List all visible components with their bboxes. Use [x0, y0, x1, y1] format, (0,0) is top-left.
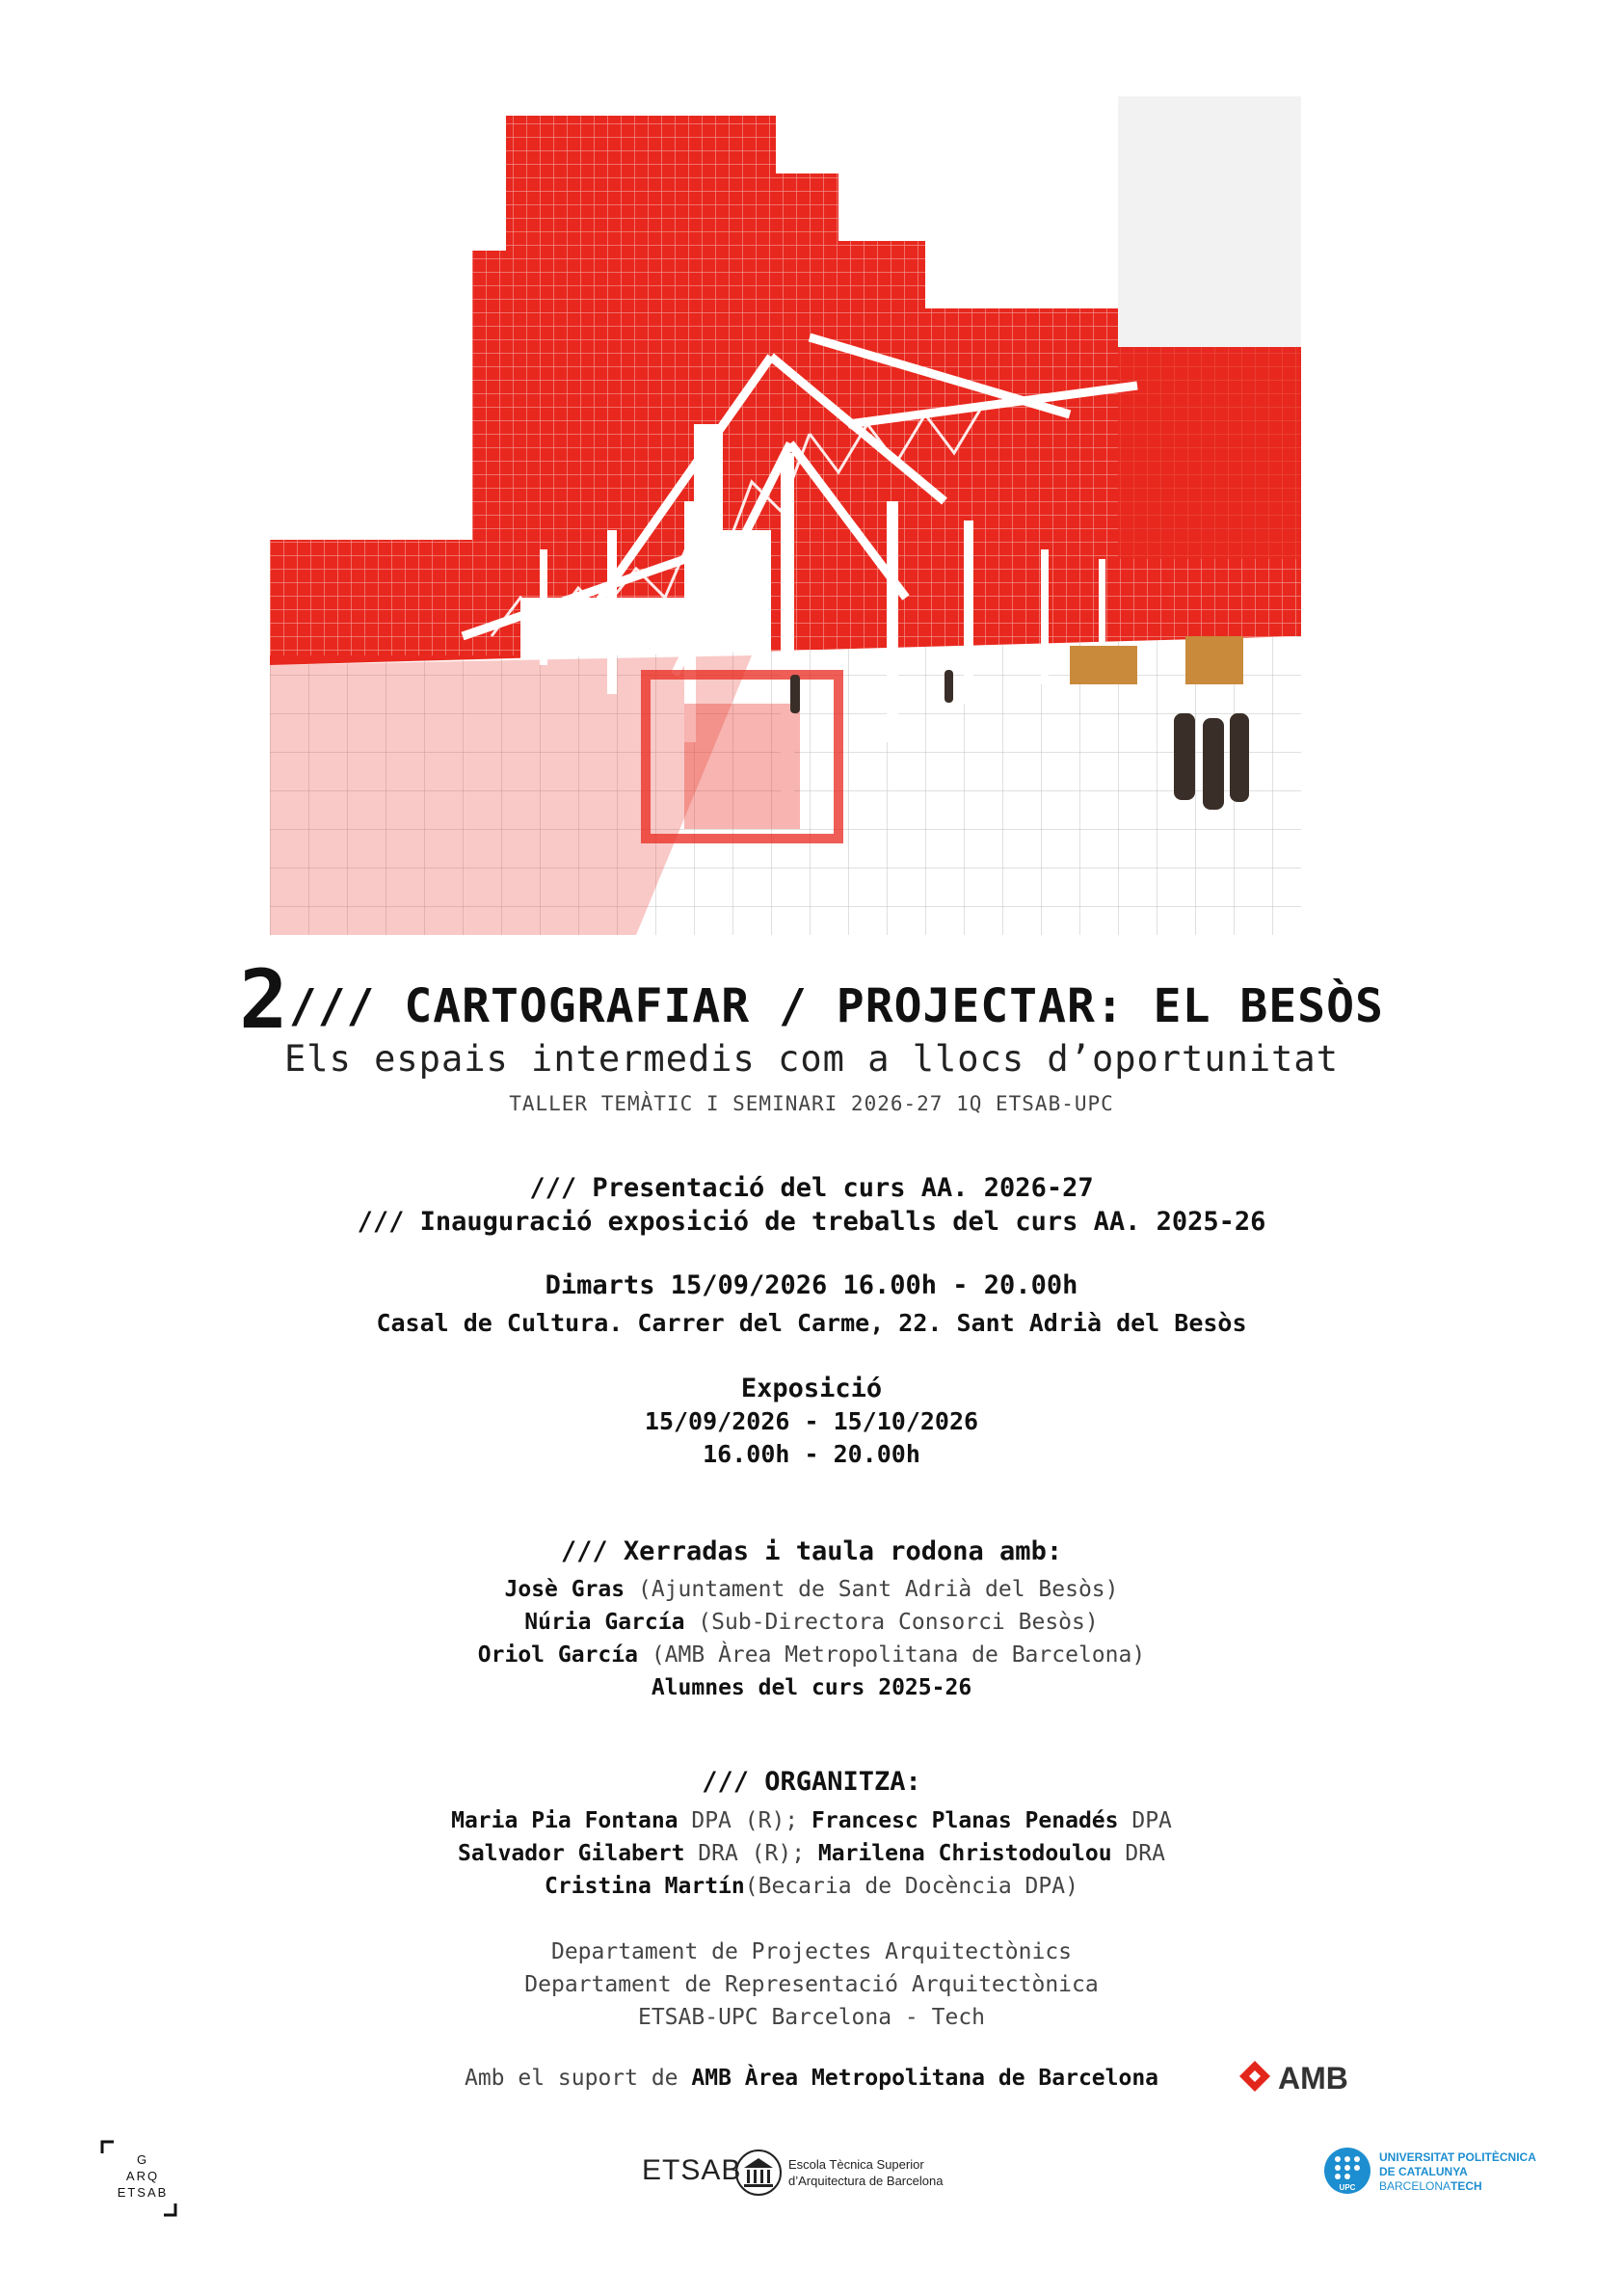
speaker-role: (AMB Àrea Metropolitana de Barcelona) — [651, 1642, 1146, 1668]
organizers-row — [0, 1874, 1623, 1899]
organizer-name: Salvador Gilabert — [458, 1841, 685, 1866]
speaker-role: (Sub-Directora Consorci Besòs) — [698, 1610, 1099, 1635]
speaker-row — [0, 1577, 1623, 1602]
students-line: Alumnes del curs 2025-26 — [651, 1675, 972, 1700]
upc-logo-line1: UNIVERSITAT POLITÈCNICA — [1379, 2150, 1536, 2164]
speaker-role: (Ajuntament de Sant Adrià del Besòs) — [637, 1577, 1119, 1602]
speaker-row — [0, 1610, 1623, 1635]
organizer-name: Maria Pia Fontana — [451, 1808, 678, 1833]
hero-illustration — [270, 96, 1301, 935]
upc-dots-icon — [1323, 2147, 1371, 2195]
organizers-heading: /// ORGANITZA: — [702, 1767, 921, 1797]
speaker-name: Oriol García — [477, 1642, 638, 1668]
organizer-role: DPA (R); — [678, 1808, 812, 1833]
garq-etsab-logo — [100, 2140, 177, 2217]
speaker-name: Josè Gras — [504, 1577, 625, 1602]
poster-title — [0, 952, 1623, 1047]
upc-logo-line3a: BARCELONA — [1379, 2179, 1451, 2193]
exhibition-heading: Exposició — [740, 1374, 883, 1403]
poster-subtitle: Els espais intermedis com a llocs d’oportunitat — [284, 1038, 1339, 1080]
garq-etsab: ETSAB — [117, 2185, 169, 2200]
organizers-row — [0, 1808, 1623, 1833]
support-line — [0, 2066, 1623, 2091]
event-datetime: Dimarts 15/09/2026 16.00h - 20.00h — [545, 1270, 1078, 1300]
amb-logo — [1237, 2057, 1348, 2099]
etsab-logo — [642, 2145, 979, 2203]
issue-number: 2 — [239, 952, 289, 1047]
organizer-role: (Becaria de Docència DPA) — [744, 1874, 1078, 1899]
etsab-logo-line2: d’Arquitectura de Barcelona — [788, 2174, 944, 2188]
organizer-name: Cristina Martín — [545, 1874, 745, 1899]
organizers-row — [0, 1841, 1623, 1866]
organizer-role: DRA — [1111, 1841, 1165, 1866]
organizer-name: Francesc Planas Penadés — [812, 1808, 1119, 1833]
talks-heading: /// Xerradas i taula rodona amb: — [560, 1536, 1063, 1566]
support-prefix: Amb el suport de — [464, 2066, 692, 2091]
etsab-logo-name: ETSAB — [642, 2154, 742, 2186]
organizer-role: DRA (R); — [684, 1841, 818, 1866]
event-line-2: /// Inauguració exposició de treballs del curs AA. 2025-26 — [357, 1207, 1266, 1237]
upc-badge-text: UPC — [1339, 2183, 1356, 2192]
upc-logo-line3b: TECH — [1450, 2179, 1482, 2193]
event-line-1: /// Presentació del curs AA. 2026-27 — [529, 1173, 1094, 1203]
event-venue: Casal de Cultura. Carrer del Carme, 22. Sant Adrià del Besòs — [376, 1309, 1247, 1337]
department-line: ETSAB-UPC Barcelona - Tech — [637, 2005, 986, 2030]
exhibition-hours: 16.00h - 20.00h — [703, 1440, 920, 1468]
organizer-name: Marilena Christodoulou — [817, 1841, 1112, 1866]
department-line: Departament de Representació Arquitectònica — [524, 1972, 1099, 1997]
title-text: /// CARTOGRAFIAR / PROJECTAR: EL BESÒS — [288, 979, 1384, 1033]
speaker-row — [0, 1642, 1623, 1668]
upc-logo — [1323, 2145, 1545, 2203]
department-line: Departament de Projectes Arquitectònics — [550, 1939, 1073, 1964]
support-org: AMB Àrea Metropolitana de Barcelona — [691, 2066, 1159, 2091]
garq-arq: ARQ — [125, 2169, 160, 2183]
course-label: TALLER TEMÀTIC I SEMINARI 2026-27 1Q ETSAB-UPC — [509, 1092, 1114, 1115]
etsab-logo-line1: Escola Tècnica Superior — [788, 2157, 924, 2172]
upc-logo-line2: DE CATALUNYA — [1379, 2165, 1468, 2178]
organizer-role: DPA — [1118, 1808, 1172, 1833]
garq-letter: G — [136, 2152, 149, 2167]
building-emblem-icon — [734, 2149, 783, 2197]
amb-logo-text: AMB — [1278, 2061, 1348, 2096]
exhibition-dates: 15/09/2026 - 15/10/2026 — [644, 1407, 979, 1435]
speaker-name: Núria García — [524, 1610, 685, 1635]
